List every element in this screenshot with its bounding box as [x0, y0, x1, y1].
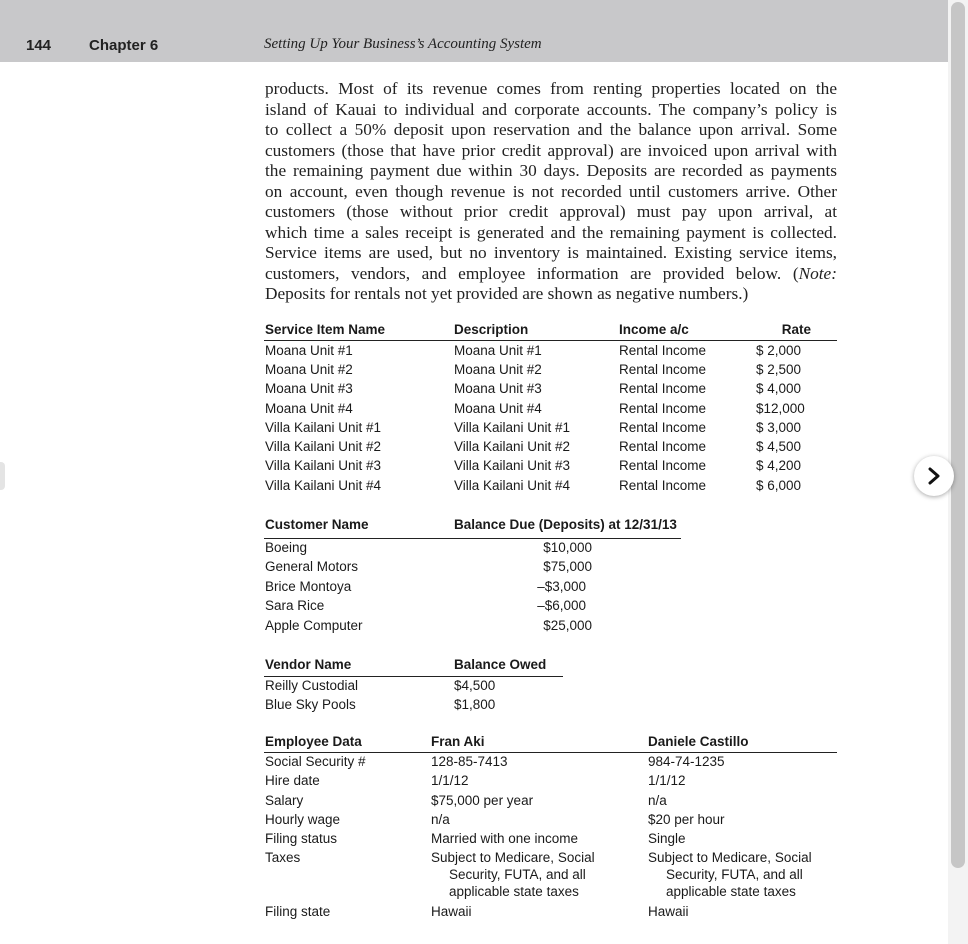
customer-balance: $25,000 [543, 618, 592, 633]
daniele-value: 1/1/12 [648, 773, 686, 788]
col-header-fran-aki: Fran Aki [431, 734, 485, 749]
col-header-vendor-name: Vendor Name [265, 657, 352, 672]
paragraph-line: on account, even though revenue is not recorded until customers arrive. Other [265, 181, 837, 201]
paragraph-line: the remaining payment due within 30 days. Deposits are recorded as payments [265, 161, 837, 180]
daniele-taxes-line: Subject to Medicare, Social [648, 850, 812, 865]
col-header-rate: Rate [781, 322, 811, 337]
employee-field-label: Taxes [265, 850, 301, 865]
service-item-description: Villa Kailani Unit #3 [454, 458, 571, 473]
scrollbar-thumb[interactable] [951, 2, 965, 868]
chapter-label: Chapter 6 [89, 37, 159, 54]
service-item-rate: $ 4,500 [756, 439, 802, 454]
daniele-value: n/a [648, 793, 667, 808]
service-item-income-account: Rental Income [619, 381, 707, 396]
customer-balance: –$3,000 [537, 579, 586, 594]
col-header-employee-data: Employee Data [265, 734, 362, 749]
service-item-name: Villa Kailani Unit #2 [265, 439, 382, 454]
service-item-rate: $ 3,000 [756, 420, 802, 435]
service-item-name: Moana Unit #3 [265, 381, 353, 396]
paragraph-line: which time a sales receipt is generated and the remaining payment is collected. [265, 222, 837, 242]
customer-balance: $10,000 [543, 540, 592, 555]
service-item-name: Villa Kailani Unit #1 [265, 420, 382, 435]
employee-field-label: Filing state [265, 904, 331, 919]
col-header-customer-name: Customer Name [265, 517, 369, 532]
service-item-rate: $ 6,000 [756, 478, 802, 493]
service-item-rate: $ 4,200 [756, 458, 802, 473]
col-header-income-account: Income a/c [619, 322, 689, 337]
header-rule [264, 538, 681, 539]
paragraph-line: Service items are used, but no inventory is maintained. Existing service items, [265, 243, 837, 262]
service-item-description: Villa Kailani Unit #1 [454, 420, 571, 435]
header-rule [264, 676, 563, 677]
service-item-income-account: Rental Income [619, 458, 707, 473]
header-rule [264, 752, 837, 753]
service-item-rate: $12,000 [756, 401, 805, 416]
paragraph-line: customers (those without prior credit approval) must pay upon arrival, at [265, 202, 837, 221]
paragraph-line: island of Kauai to individual and corporate accounts. The company’s policy is [265, 99, 837, 119]
employee-field-label: Salary [265, 793, 304, 808]
daniele-value: Single [648, 831, 686, 846]
service-item-income-account: Rental Income [619, 401, 707, 416]
daniele-value: $20 per hour [648, 812, 725, 827]
paragraph-line: to collect a 50% deposit upon reservation and the balance upon arrival. Some [265, 120, 837, 139]
fran-value: Hawaii [431, 904, 472, 919]
paragraph-line: products. Most of its revenue comes from renting properties located on the [265, 79, 837, 98]
service-item-description: Moana Unit #1 [454, 343, 542, 358]
employee-field-label: Filing status [265, 831, 338, 846]
fran-taxes-line: applicable state taxes [449, 884, 579, 899]
paragraph-line: Deposits for rentals not yet provided are shown as negative numbers.) [265, 284, 749, 303]
col-header-daniele-castillo: Daniele Castillo [648, 734, 749, 749]
service-item-income-account: Rental Income [619, 362, 707, 377]
body-paragraph [265, 79, 837, 305]
daniele-value: 984-74-1235 [648, 754, 725, 769]
service-item-rate: $ 4,000 [756, 381, 802, 396]
customer-name: Apple Computer [265, 618, 363, 633]
paragraph-line-with-note [265, 264, 837, 285]
employee-field-label: Social Security # [265, 754, 366, 769]
service-item-income-account: Rental Income [619, 343, 707, 358]
customer-balance: $75,000 [543, 559, 592, 574]
service-item-rate: $ 2,000 [756, 343, 802, 358]
service-item-description: Moana Unit #4 [454, 401, 542, 416]
previous-page-edge[interactable] [0, 462, 5, 490]
fran-value: 1/1/12 [431, 773, 469, 788]
page-header [0, 0, 948, 62]
col-header-balance-owed: Balance Owed [454, 657, 547, 672]
service-item-income-account: Rental Income [619, 420, 707, 435]
service-item-description: Villa Kailani Unit #2 [454, 439, 571, 454]
daniele-value: Hawaii [648, 904, 689, 919]
vendor-name: Blue Sky Pools [265, 697, 356, 712]
service-item-name: Moana Unit #1 [265, 343, 353, 358]
vendor-name: Reilly Custodial [265, 678, 359, 693]
vendor-balance: $1,800 [454, 697, 496, 712]
daniele-taxes-line: Security, FUTA, and all [666, 867, 803, 882]
col-header-service-item: Service Item Name [265, 322, 386, 337]
paragraph-line: customers (those that have prior credit approval) are invoiced upon arrival with [265, 140, 837, 160]
service-item-name: Villa Kailani Unit #4 [265, 478, 382, 493]
note-label: Note: [798, 263, 837, 283]
customer-name: Sara Rice [265, 598, 325, 613]
fran-value: $75,000 per year [431, 793, 534, 808]
employee-field-label: Hire date [265, 773, 320, 788]
customer-name: Boeing [265, 540, 308, 555]
service-item-description: Moana Unit #2 [454, 362, 542, 377]
fran-value: Married with one income [431, 831, 579, 846]
service-item-rate: $ 2,500 [756, 362, 802, 377]
service-item-name: Moana Unit #2 [265, 362, 353, 377]
page-number: 144 [26, 37, 52, 54]
service-item-name: Moana Unit #4 [265, 401, 353, 416]
chevron-right-icon [926, 467, 942, 485]
daniele-taxes-line: applicable state taxes [666, 884, 796, 899]
fran-value: 128-85-7413 [431, 754, 508, 769]
fran-taxes-line: Subject to Medicare, Social [431, 850, 595, 865]
customer-name: General Motors [265, 559, 359, 574]
customer-balance: –$6,000 [537, 598, 586, 613]
customer-name: Brice Montoya [265, 579, 352, 594]
service-item-description: Moana Unit #3 [454, 381, 542, 396]
header-rule [264, 340, 837, 341]
col-header-balance-due: Balance Due (Deposits) at 12/31/13 [454, 517, 677, 532]
paragraph-line-text: customers, vendors, and employee information are provided below. ( [265, 263, 799, 283]
col-header-description: Description [454, 322, 529, 337]
service-item-income-account: Rental Income [619, 439, 707, 454]
chapter-title: Setting Up Your Business’s Accounting System [264, 36, 542, 52]
vendor-balance: $4,500 [454, 678, 496, 693]
employee-field-label: Hourly wage [265, 812, 341, 827]
next-page-button[interactable] [914, 456, 954, 496]
fran-taxes-line: Security, FUTA, and all [449, 867, 586, 882]
service-item-name: Villa Kailani Unit #3 [265, 458, 382, 473]
fran-value: n/a [431, 812, 450, 827]
service-item-income-account: Rental Income [619, 478, 707, 493]
service-item-description: Villa Kailani Unit #4 [454, 478, 571, 493]
